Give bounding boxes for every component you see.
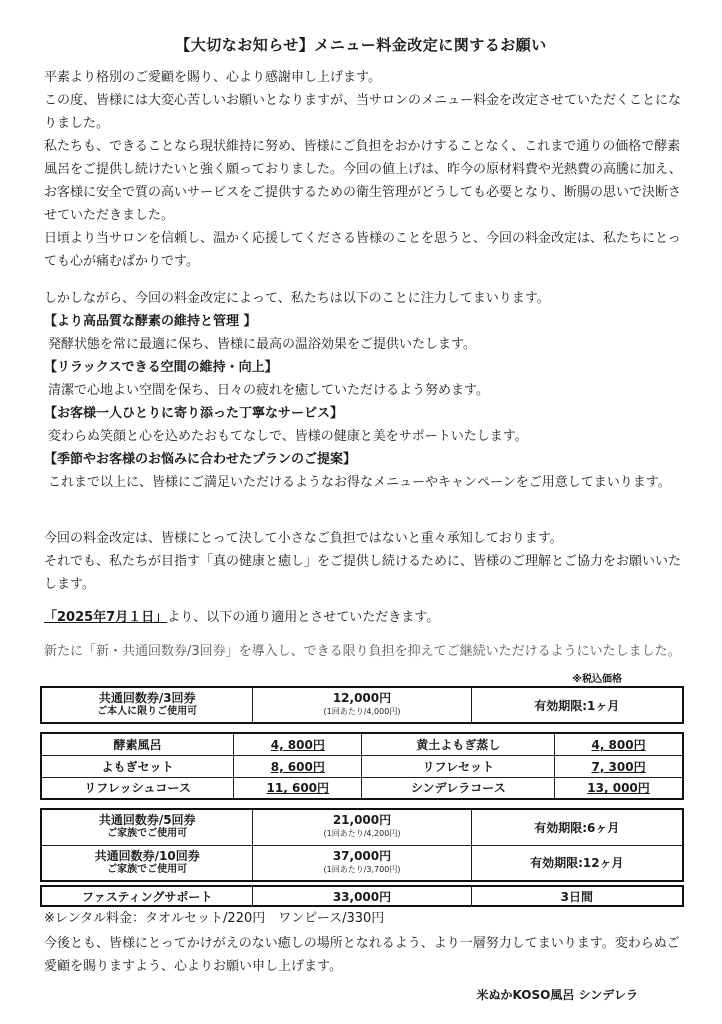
table-row: [41, 809, 683, 845]
family-ticket-table: [40, 808, 684, 882]
fasting-table: [40, 885, 684, 907]
ticket-name-cell: [41, 687, 253, 723]
effective-date: 「2025年7月１日」: [44, 610, 168, 625]
menu-price-cell: [234, 777, 362, 799]
commit-heading: 【季節やお客様のお悩みに合わせたプランのご提案】: [44, 452, 357, 467]
effective-date-suffix: より、以下の通り適用とさせていただきます。: [167, 610, 440, 625]
menu-price: 4, 800円: [270, 737, 325, 752]
ticket-price-cell: [253, 809, 471, 845]
fasting-price: 33,000円: [253, 886, 471, 906]
menu-price-cell: [234, 733, 362, 755]
ticket-name: 共通回数券/5回券: [98, 813, 196, 828]
commit-heading: 【お客様一人ひとりに寄り添った丁寧なサービス】: [44, 406, 344, 421]
menu-price: 4, 800円: [591, 737, 646, 752]
ticket-name: 共通回数券/10回券: [94, 848, 200, 863]
ticket-price: 12,000円: [332, 691, 392, 705]
menu-name: リフレセット: [362, 755, 555, 777]
final-message: 今後とも、皆様にとってかけがえのない癒しの場所となれるよう、より一層努力してまいります。変わらぬご愛顧を賜りますよう、心よりお願い申し上げます。: [44, 936, 680, 974]
closing-section: [44, 527, 684, 596]
table-row: [41, 687, 683, 723]
menu-price-cell: [555, 777, 683, 799]
ticket-condition: ご家族でご使用可: [107, 863, 188, 875]
tax-note: ※税込価格: [572, 674, 622, 685]
menu-name: リフレッシュコース: [41, 777, 234, 799]
commit-lead: しかしながら、今回の料金改定によって、私たちは以下のことに注力してまいります。: [44, 291, 550, 306]
ticket-validity: 有効期限:1ヶ月: [471, 687, 683, 723]
rental-note: ※レンタル料金：タオルセット/220円 ワンピース/330円: [44, 911, 385, 926]
table-row: [41, 886, 683, 906]
table-row: [41, 777, 683, 799]
page-title: 【大切なお知らせ】メニュー料金改定に関するお願い: [175, 36, 547, 54]
commit-text: これまで以上に、皆様にご満足いただけるようなお得なメニューやキャンペーンをご用意してまいります。: [48, 475, 671, 490]
menu-name: よもぎセット: [41, 755, 234, 777]
intro-line: この度、皆様には大変心苦しいお願いとなりますが、当サロンのメニュー料金を改定させていただくことになりました。: [44, 93, 682, 131]
table-row: [41, 733, 683, 755]
ticket-per-use: (1回あたり/4,200円): [323, 829, 401, 839]
fasting-name: ファスティングサポート: [41, 886, 253, 906]
ticket-price-cell: [253, 687, 471, 723]
menu-name: 酵素風呂: [41, 733, 234, 755]
menu-price-cell: [555, 755, 683, 777]
menu-price: 13, 000円: [587, 781, 650, 796]
ticket-validity: 有効期限:12ヶ月: [471, 845, 683, 881]
effective-date-line: [44, 606, 684, 629]
intro-line: 私たちも、できることなら現状維持に努め、皆様にご負担をおかけすることなく、これまで通りの価格で酵素風呂をご提供し続けたいと強く願っておりました。今回の値上げは、昨今の原材料費や光熱費の高騰に加え、お客様に安全で質の高いサービスをご提供するための衛生管理がどうしても必要となり、断腸の思いで決断させていただきました。: [44, 139, 682, 223]
menu-price: 11, 600円: [266, 781, 330, 796]
ticket-price: 37,000円: [332, 848, 392, 863]
menu-name: シンデレラコース: [362, 777, 555, 799]
ticket3-table: [40, 686, 684, 724]
commitments-section: [44, 287, 684, 494]
ticket-name: 共通回数券/3回券: [98, 691, 196, 705]
table-row: [41, 845, 683, 881]
fasting-duration: 3日間: [471, 886, 683, 906]
ticket-condition: ご家族でご使用可: [107, 828, 188, 840]
ticket-per-use: (1回あたり/4,000円): [323, 707, 401, 716]
ticket-condition: ご本人に限りご使用可: [97, 706, 198, 717]
commit-text: 変わらぬ笑顔と心を込めたおもてなしで、皆様の健康と美をサポートいたします。: [48, 429, 528, 444]
intro-line: 平素より格別のご愛顧を賜り、心より感謝申し上げます。: [44, 70, 381, 85]
menu-name: 黄土よもぎ蒸し: [362, 733, 555, 755]
ticket-validity: 有効期限:6ヶ月: [471, 809, 683, 845]
commit-heading: 【リラックスできる空間の維持・向上】: [44, 360, 278, 375]
ticket-price-cell: [253, 845, 471, 881]
commit-heading: 【より高品質な酵素の維持と管理 】: [44, 314, 257, 329]
ticket-name-cell: [41, 809, 253, 845]
commit-text: 発酵状態を常に最適に保ち、皆様に最高の温浴効果をご提供いたします。: [48, 337, 476, 352]
menu-price: 8, 600円: [270, 759, 325, 774]
menu-price-cell: [555, 733, 683, 755]
menu-price-cell: [234, 755, 362, 777]
table-row: [41, 755, 683, 777]
intro-section: [44, 66, 684, 273]
intro-line: 日頃より当サロンを信頼し、温かく応援してくださる皆様のことを思うと、今回の料金改定は、私たちにとっても心が痛むばかりです。: [44, 231, 681, 269]
closing-line: 今回の料金改定は、皆様にとって決して小さなご負担ではないと重々承知しております。: [44, 531, 563, 546]
signature: 米ぬかKOSO風呂 シンデレラ: [476, 988, 638, 1002]
ticket-per-use: (1回あたり/3,700円): [323, 864, 401, 874]
menu-table: [40, 732, 684, 800]
ticket-name-cell: [41, 845, 253, 881]
new-ticket-note: 新たに「新・共通回数券/3回券」を導入し、できる限り負担を抑えてご継続いただけるようにいたしました。: [44, 644, 681, 659]
menu-price: 7, 300円: [591, 759, 646, 774]
ticket-price: 21,000円: [332, 813, 392, 828]
closing-line: それでも、私たちが目指す「真の健康と癒し」をご提供し続けるために、皆様のご理解とご協力をお願いいたします。: [44, 554, 682, 592]
commit-text: 清潔で心地よい空間を保ち、日々の疲れを癒していただけるよう努めます。: [48, 383, 489, 398]
